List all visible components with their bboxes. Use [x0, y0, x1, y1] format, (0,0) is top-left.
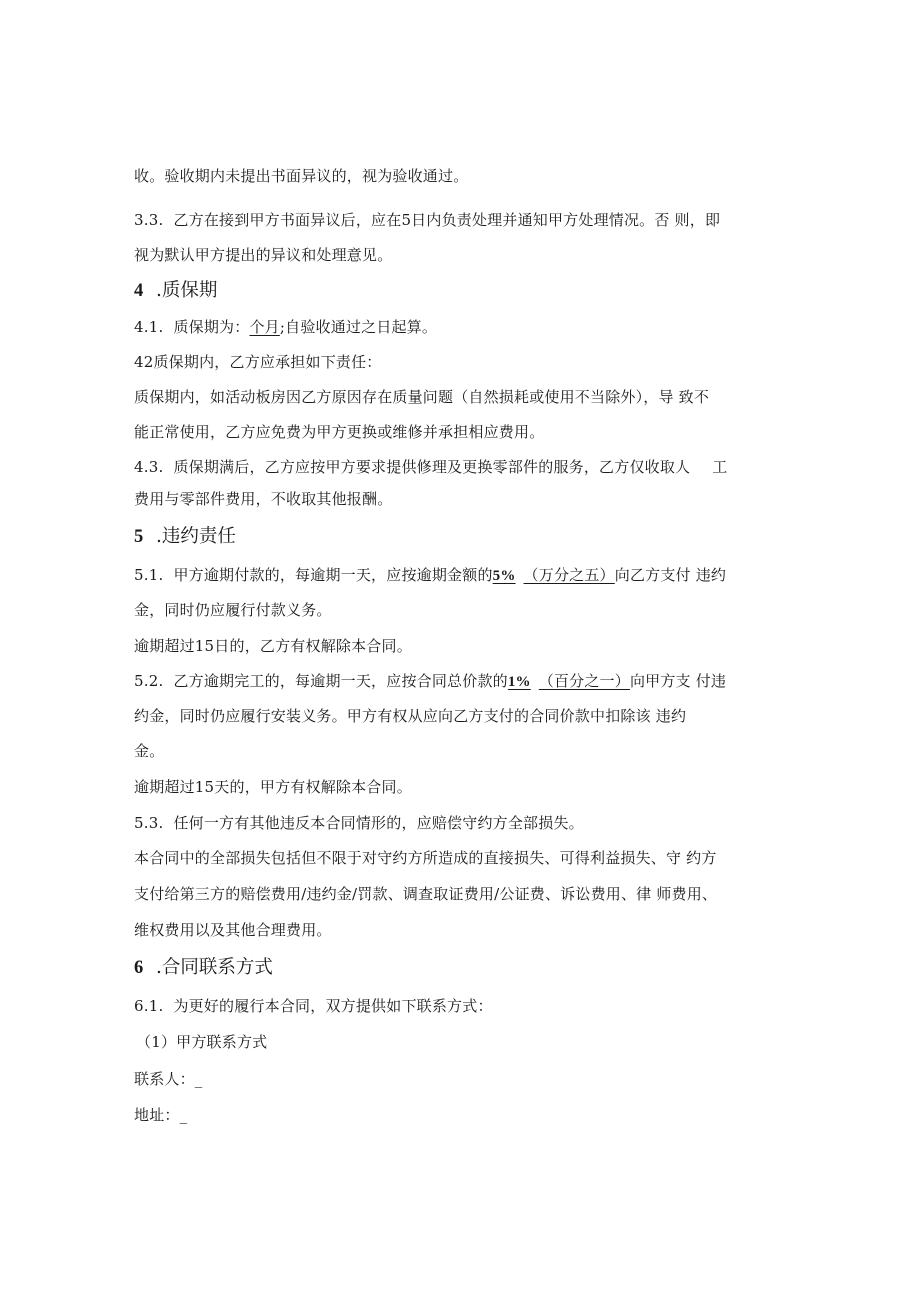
text-line: 质保期内，如活动板房因乙方原因存在质量问题（自然损耗或使用不当除外），导 致不: [134, 388, 710, 406]
address-field: 地址：_: [134, 1106, 188, 1124]
text-line: 本合同中的全部损失包括但不限于对守约方所造成的直接损失、可得利益损失、守 约方: [134, 849, 717, 867]
penalty-rate: 1%: [507, 674, 531, 690]
penalty-rate: 5%: [492, 568, 516, 584]
clause-4-3: [134, 457, 727, 477]
contact-person-field: 联系人：_: [134, 1070, 203, 1088]
warranty-months-blank: 个月: [249, 318, 280, 336]
text-line: 约金，同时仍应履行安装义务。甲方有权从应向乙方支付的合同价款中扣除该 违约: [134, 707, 687, 725]
text-line: 42质保期内，乙方应承担如下责任：: [134, 353, 382, 371]
text-line: 逾期超过15天的，甲方有权解除本合同。: [134, 778, 412, 796]
clause-text: 工: [712, 458, 728, 476]
clause-6-1: [134, 996, 493, 1016]
clause-text: 质保期为：: [173, 318, 250, 336]
clause-number: 5.1.: [134, 566, 164, 584]
section-heading-6: [134, 956, 273, 980]
clause-number: 5.3.: [134, 814, 164, 832]
clause-text: 向乙方支付 违约: [614, 566, 727, 584]
clause-3-3: [134, 210, 720, 230]
clause-5-2: [134, 671, 726, 692]
clause-text: 为更好的履行本合同，双方提供如下联系方式：: [173, 997, 493, 1015]
section-heading-4: [134, 279, 217, 303]
text-line: 能正常使用，乙方应免费为甲方更换或维修并承担相应费用。: [134, 423, 545, 441]
clause-number: 3.3.: [134, 211, 164, 229]
clause-number: 6.1.: [134, 997, 164, 1015]
clause-text: 任何一方有其他违反本合同情形的，应赔偿守约方全部损失。: [173, 814, 584, 832]
text-line: 收。验收期内未提出书面异议的，视为验收通过。: [134, 167, 469, 185]
section-title: .违约责任: [156, 526, 236, 547]
text-line: 金，同时仍应履行付款义务。: [134, 601, 332, 619]
text-line: 逾期超过15日的，乙方有权解除本合同。: [134, 637, 412, 655]
clause-number: 5.2.: [134, 672, 164, 690]
section-title: .质保期: [156, 280, 218, 301]
subheading-party-a-contact: （1）甲方联系方式: [136, 1033, 268, 1051]
clause-text: 向甲方支 付违: [629, 672, 727, 690]
text-line: 支付给第三方的赔偿费用/违约金/罚款、调查取证费用/公证费、诉讼费用、律 师费用、: [134, 885, 718, 903]
penalty-rate-words: （百分之一）: [538, 672, 630, 690]
section-title: .合同联系方式: [156, 957, 273, 978]
penalty-rate-words: （万分之五）: [523, 566, 615, 584]
text-line: 金。: [134, 742, 165, 760]
clause-text: 乙方在接到甲方书面异议后，应在5日内负责处理并通知甲方处理情况。否 则，即: [173, 211, 721, 229]
clause-text: 甲方逾期付款的，每逾期一天，应按逾期金额的: [173, 566, 493, 584]
clause-4-1: [134, 317, 437, 337]
clause-5-1: [134, 565, 726, 586]
clause-text: 质保期满后，乙方应按甲方要求提供修理及更换零部件的服务，乙方仅收取人: [173, 458, 691, 476]
section-number: 4: [134, 281, 144, 301]
section-heading-5: [134, 525, 236, 549]
section-number: 5: [134, 527, 144, 547]
section-number: 6: [134, 958, 144, 978]
clause-text: 乙方逾期完工的，每逾期一天，应按合同总价款的: [173, 672, 508, 690]
clause-text: ;自验收通过之日起算。: [279, 318, 438, 336]
clause-5-3: [134, 813, 584, 833]
text-line: 费用与零部件费用，不收取其他报酬。: [134, 490, 393, 508]
text-line: 视为默认甲方提出的异议和处理意见。: [134, 246, 393, 264]
clause-number: 4.3.: [134, 458, 164, 476]
clause-number: 4.1.: [134, 318, 164, 336]
text-line: 维权费用以及其他合理费用。: [134, 921, 332, 939]
